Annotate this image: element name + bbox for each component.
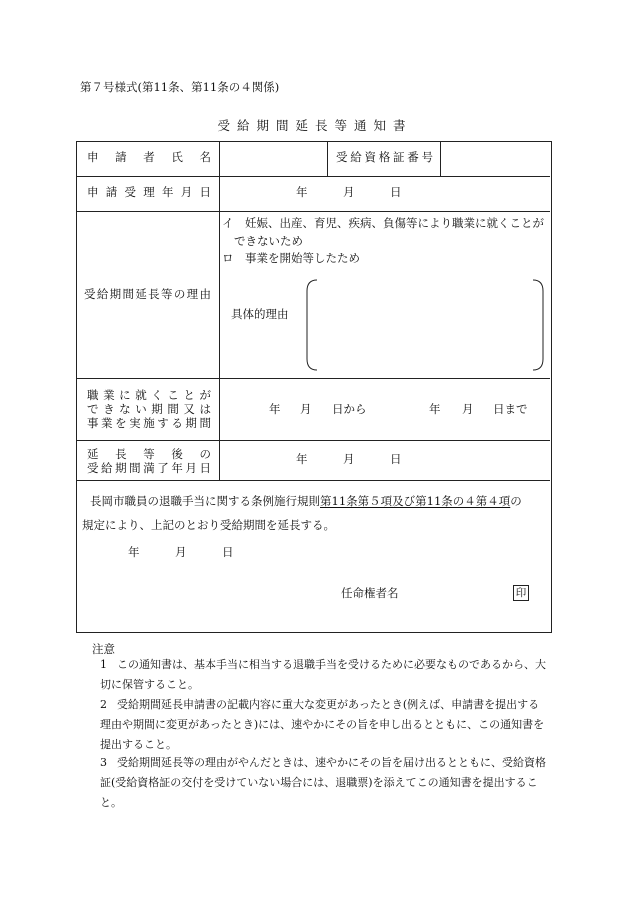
row-divider — [76, 176, 550, 177]
notice-month: 月 — [175, 545, 187, 559]
note-item — [100, 695, 550, 755]
reason-option-a-cont: できないため — [234, 234, 303, 248]
cert-number-value — [442, 143, 548, 174]
expiry-month: 月 — [343, 452, 355, 466]
note-number: 1 — [100, 658, 107, 671]
period-to-year: 年 — [429, 402, 441, 416]
col-divider — [219, 141, 220, 480]
period-to-day: 日まで — [493, 402, 528, 416]
specific-reason-brackets — [303, 277, 547, 373]
notice-text — [90, 496, 522, 508]
note-text: 受給期間延長申請書の記載内容に重大な変更があったとき(例えば、申請書を提出する理由や期間に変更があったとき)には、速やかにその旨を申し出るとともに、この通知書を提出すること。 — [100, 698, 545, 751]
period-label-line: できない期間又は — [87, 402, 211, 416]
notice-text-line2: 規定により、上記のとおり受給期間を延長する。 — [82, 518, 335, 532]
period-label — [87, 388, 211, 430]
reason-option-b: ロ 事業を開始等したため — [222, 251, 360, 265]
expiry-label — [87, 447, 211, 475]
row-divider — [76, 211, 550, 212]
row-divider — [76, 378, 550, 379]
form-number: 第７号様式(第11条、第11条の４関係) — [80, 80, 280, 94]
notice-text-post: の — [510, 494, 522, 508]
authority-name-label: 任命権者名 — [341, 586, 399, 600]
expiry-label-line: 受給期間満了年月日 — [87, 461, 211, 475]
reason-option-a: イ 妊娠、出産、育児、疾病、負傷等により職業に就くことが — [222, 216, 544, 230]
expiry-year: 年 — [296, 452, 308, 466]
applicant-name-label: 申請者氏名 — [87, 150, 211, 164]
cert-number-label: 受給資格証番号 — [336, 150, 433, 164]
note-text: この通知書は、基本手当に相当する退職手当を受けるために必要なものであるから、大切に保管すること。 — [100, 658, 546, 691]
expiry-day: 日 — [390, 452, 402, 466]
row-divider — [76, 440, 550, 441]
notice-year: 年 — [128, 545, 140, 559]
receipt-year: 年 — [296, 185, 308, 199]
seal-mark: 印 — [513, 585, 529, 601]
receipt-date-label: 申請受理年月日 — [87, 185, 211, 199]
notice-day: 日 — [222, 545, 234, 559]
period-to-month: 月 — [462, 402, 474, 416]
note-number: 2 — [100, 698, 107, 711]
period-label-line: 事業を実施する期間 — [87, 416, 211, 430]
period-label-line: 職業に就くことが — [87, 388, 211, 402]
specific-reason-label: 具体的理由 — [231, 307, 289, 321]
col-divider — [440, 141, 441, 176]
notice-text-pre: 長岡市職員の退職手当に関する条例施行規則 — [90, 494, 320, 508]
form-title: 受給期間延長等通知書 — [217, 118, 413, 133]
notice-regulation-ref: 第11条第５項及び第11条の４第４項 — [320, 494, 511, 508]
notes-heading: 注意 — [92, 642, 115, 656]
col-divider — [327, 141, 328, 176]
applicant-name-value — [221, 143, 325, 174]
period-from-month: 月 — [300, 402, 312, 416]
receipt-month: 月 — [343, 185, 355, 199]
period-from-day: 日から — [332, 402, 367, 416]
row-divider — [76, 480, 550, 481]
reason-label: 受給期間延長等の理由 — [84, 287, 211, 301]
note-item — [100, 753, 550, 813]
note-number: 3 — [100, 756, 107, 769]
receipt-day: 日 — [390, 185, 402, 199]
period-from-year: 年 — [269, 402, 281, 416]
note-text: 受給期間延長等の理由がやんだときは、速やかにその旨を届け出るとともに、受給資格証(受給資格証の交付を受けていない場合には、退職票)を添えてこの通知書を提出すること。 — [100, 756, 546, 809]
form-table — [76, 141, 552, 633]
expiry-label-line: 延長等後の — [87, 447, 211, 461]
note-item — [100, 655, 550, 695]
